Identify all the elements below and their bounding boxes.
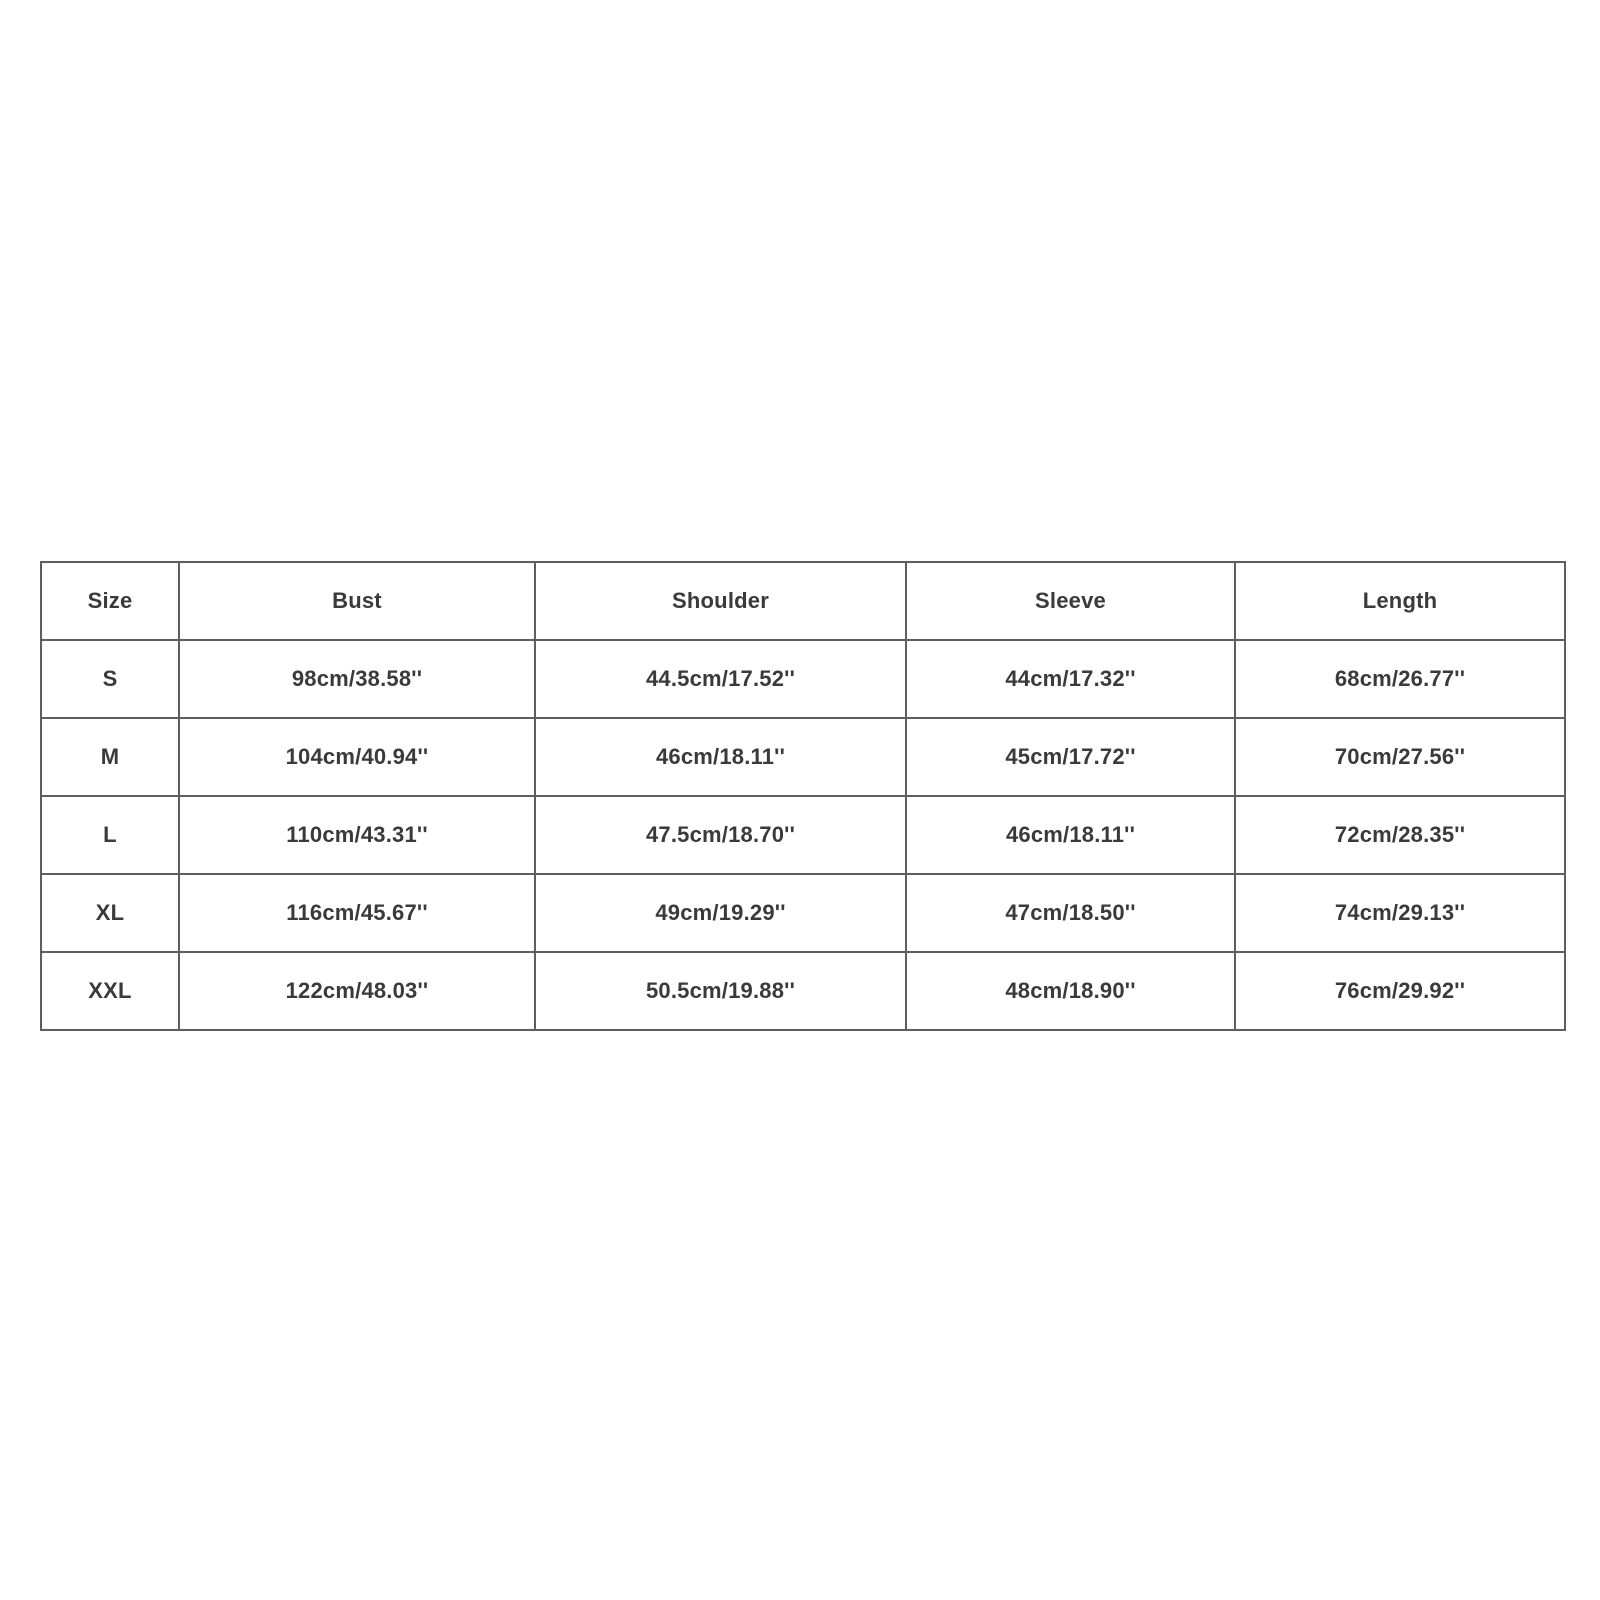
cell-length: 70cm/27.56'' bbox=[1235, 718, 1565, 796]
cell-sleeve: 46cm/18.11'' bbox=[906, 796, 1235, 874]
cell-shoulder: 49cm/19.29'' bbox=[535, 874, 906, 952]
cell-shoulder: 47.5cm/18.70'' bbox=[535, 796, 906, 874]
table-row bbox=[41, 874, 1565, 952]
table-row bbox=[41, 952, 1565, 1030]
cell-size: S bbox=[41, 640, 179, 718]
cell-bust: 104cm/40.94'' bbox=[179, 718, 535, 796]
size-chart-table bbox=[40, 561, 1566, 1031]
header-length: Length bbox=[1235, 562, 1565, 640]
cell-length: 68cm/26.77'' bbox=[1235, 640, 1565, 718]
header-size: Size bbox=[41, 562, 179, 640]
table-row bbox=[41, 640, 1565, 718]
table-row bbox=[41, 796, 1565, 874]
cell-bust: 122cm/48.03'' bbox=[179, 952, 535, 1030]
header-row bbox=[41, 562, 1565, 640]
cell-shoulder: 46cm/18.11'' bbox=[535, 718, 906, 796]
cell-bust: 98cm/38.58'' bbox=[179, 640, 535, 718]
cell-sleeve: 47cm/18.50'' bbox=[906, 874, 1235, 952]
cell-size: XXL bbox=[41, 952, 179, 1030]
header-bust: Bust bbox=[179, 562, 535, 640]
cell-shoulder: 44.5cm/17.52'' bbox=[535, 640, 906, 718]
cell-shoulder: 50.5cm/19.88'' bbox=[535, 952, 906, 1030]
cell-sleeve: 45cm/17.72'' bbox=[906, 718, 1235, 796]
cell-size: XL bbox=[41, 874, 179, 952]
cell-bust: 110cm/43.31'' bbox=[179, 796, 535, 874]
table-row bbox=[41, 718, 1565, 796]
cell-sleeve: 44cm/17.32'' bbox=[906, 640, 1235, 718]
cell-bust: 116cm/45.67'' bbox=[179, 874, 535, 952]
header-sleeve: Sleeve bbox=[906, 562, 1235, 640]
cell-length: 72cm/28.35'' bbox=[1235, 796, 1565, 874]
cell-size: L bbox=[41, 796, 179, 874]
cell-sleeve: 48cm/18.90'' bbox=[906, 952, 1235, 1030]
cell-length: 74cm/29.13'' bbox=[1235, 874, 1565, 952]
cell-size: M bbox=[41, 718, 179, 796]
cell-length: 76cm/29.92'' bbox=[1235, 952, 1565, 1030]
header-shoulder: Shoulder bbox=[535, 562, 906, 640]
